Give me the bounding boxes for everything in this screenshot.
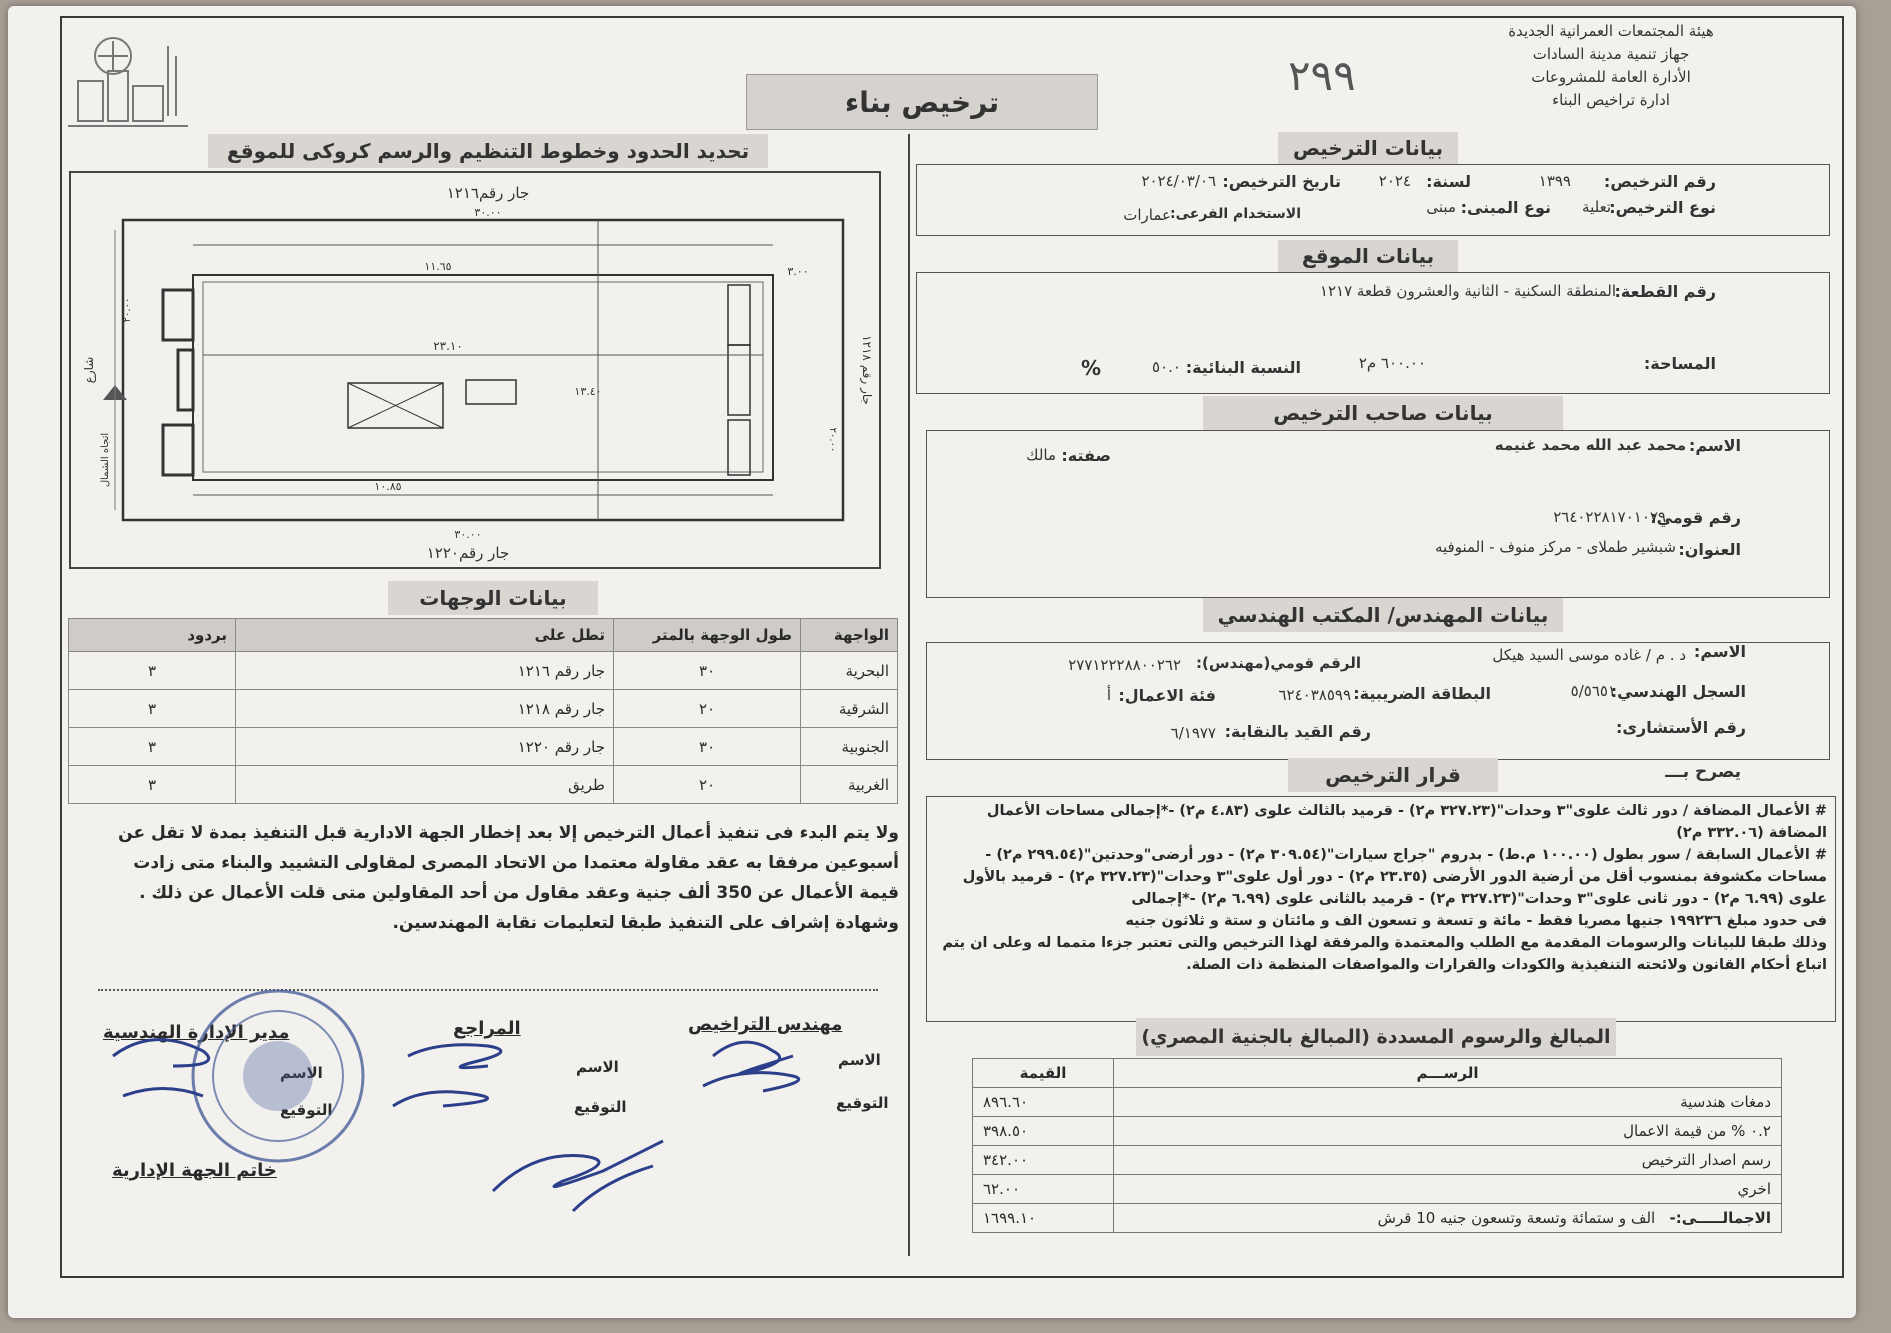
value-header: القيمة: [973, 1059, 1114, 1088]
side-width-right-text: ٢٠.٠٠: [827, 427, 838, 453]
sub-use-label: الاستخدام الفرعى:: [1170, 206, 1301, 222]
license-section-title: بيانات الترخيص: [1278, 132, 1458, 164]
facade-length: ٢٠: [614, 766, 801, 804]
fee-value: ٣٤٢.٠٠: [973, 1146, 1114, 1175]
stair-left: [178, 350, 193, 410]
director-signature-field-label: التوقيع: [280, 1101, 333, 1119]
owner-address-value: شبشير طملاى - مركز منوف - المنوفيه: [1434, 538, 1676, 556]
area-label: المساحة:: [1643, 354, 1716, 373]
owner-national-id-value: ٢٦٤٠٢٢٨١٧٠١٠٧٩: [1553, 508, 1666, 526]
facade-row: [69, 766, 898, 804]
building-outline: [193, 275, 773, 480]
reviewer-name-field-label: الاسم: [576, 1058, 619, 1076]
fee-value: ٣٩٨.٥٠: [973, 1117, 1114, 1146]
org-line-3: الأدارة العامة للمشروعات: [1531, 68, 1691, 86]
engineer-reg-value: ٥/٥٦٥١: [1570, 682, 1616, 700]
site-sketch: [68, 170, 888, 570]
building-ratio-label: النسبة البنائية:: [1185, 358, 1301, 377]
fee-name: دمغات هندسية: [1114, 1088, 1782, 1117]
org-line-1: هيئة المجتمعات العمرانية الجديدة: [1508, 22, 1714, 40]
stair-box: [466, 380, 516, 404]
fee-row: [973, 1175, 1782, 1204]
facade-name: الشرقية: [801, 690, 898, 728]
license-year-label: لسنة:: [1426, 172, 1471, 191]
engineer-name-value: د . م / غاده موسى السيد هيكل: [1492, 646, 1686, 664]
org-line-4: ادارة تراخيص البناء: [1552, 91, 1670, 109]
facade-length: ٣٠: [614, 728, 801, 766]
facades-table: [68, 618, 898, 804]
license-type-value: تعلية: [1582, 198, 1611, 216]
document-title: ترخيص بناء: [746, 74, 1098, 130]
facades-section-title: بيانات الوجهات: [388, 581, 598, 615]
fee-total-row: [973, 1204, 1782, 1233]
facade-row: [69, 652, 898, 690]
north-label-text: اتجاه الشمال: [100, 432, 111, 488]
facade-name: الجنوبية: [801, 728, 898, 766]
engineer-name-label: الاسم:: [1693, 642, 1746, 661]
drawing-section-title: تحديد الحدود وخطوط التنظيم والرسم كروكى للموقع: [208, 134, 768, 168]
facade-setback: ٣: [69, 652, 236, 690]
license-date-label: تاريخ الترخيص:: [1222, 172, 1341, 191]
site-section-title: بيانات الموقع: [1278, 240, 1458, 272]
facade-length: ٢٠: [614, 690, 801, 728]
room-bottom-left: [163, 425, 193, 475]
org-line-2: جهاز تنمية مدينة السادات: [1532, 45, 1690, 63]
owner-capacity-value: مالك: [1026, 446, 1056, 464]
license-no-value: ١٣٩٩: [1538, 172, 1571, 190]
room-right-1: [728, 285, 750, 345]
setback-header: بردود: [69, 619, 236, 652]
engineer-class-value: أ: [1106, 686, 1111, 704]
dim-side-text: ١٣.٤٠: [574, 385, 602, 398]
facade-row: [69, 728, 898, 766]
facade-overlooks: جار رقم ١٢٢٠: [236, 728, 614, 766]
reviewer-title: المراجع: [453, 1018, 521, 1039]
fee-name: اخري: [1114, 1175, 1782, 1204]
dim-top-text: ٣٠.٠٠: [474, 206, 502, 219]
decision-text: # الأعمال المضافة / دور ثالث علوى"٣ وحدات"(٣٢٧.٢٣ م٢) - قرميد بالثالث علوى (٤.٨٣ م٢) -*إجمالى مساحات الأعمال المضافة (٣٣٢.٠٦ م٢) # الأعمال السابقة / سور بطول (١٠٠.٠٠ م.ط) - بدروم "جراج سيارات"(٣٠٩.٥٤ م٢) - دور أرضى"وحدتين"(٢٩٩.٥٤ م٢) - مساحات مكشوفة بمنسوب أقل من أرضية الدور الأرضى (٢٣.٣٥ م٢) - دور أول علوى"٣ وحدات"(٣٢٧.٢٣ م٢) - قرميد بالأول علوى (٦.٩٩ م٢) - دور ثانى علوى"٣ وحدات"(٣٢٧.٢٣ م٢) - قرميد بالثانى علوى (٦.٩٩ م٢) -*إجمالى فى حدود مبلغ ١٩٩٢٣٦ جنيها مصريا فقط - مائة و تسعة و تسعون الف و مائتان و ستة و ثلاثون جنيه وذلك طبقا للبيانات والرسومات المقدمة مع الطلب والمعتمدة والمرفقة لهذا الترخيص والتى تعتبر جزءا متمما له وعلى ان يتم اتباع أحكام القانون ولائحته التنفيذية والكودات والقرارات والمواصفات المنظمة ذات الصلة.: [926, 796, 1836, 1022]
sadat-city-logo: [58, 26, 203, 146]
total-words: الف و ستمائة وتسعة وتسعون جنيه 10 قرش: [1377, 1209, 1656, 1227]
license-type-label: نوع الترخيص:: [1609, 198, 1716, 217]
facade-overlooks: جار رقم ١٢١٦: [236, 652, 614, 690]
fee-name: ٠.٢ % من قيمة الاعمال: [1114, 1117, 1782, 1146]
facade-setback: ٣: [69, 766, 236, 804]
fee-row: [973, 1088, 1782, 1117]
owner-section-title: بيانات صاحب الترخيص: [1203, 396, 1563, 430]
engineer-signature-icon: [703, 1042, 799, 1091]
director-name-field-label: الاسم: [280, 1064, 323, 1082]
dim-building-text: ٢٣.١٠: [433, 339, 463, 353]
dim-side-right-text: ٣.٠٠: [787, 265, 809, 278]
center-divider: [908, 134, 910, 1256]
owner-name-label: الاسم:: [1688, 436, 1741, 455]
owner-name-value: محمد عبد الله محمد غنيمه: [1494, 436, 1686, 454]
facade-overlooks: جار رقم ١٢١٨: [236, 690, 614, 728]
consultant-no-label: رقم الأستشارى:: [1615, 718, 1746, 737]
engineer-signature-field-label: التوقيع: [836, 1094, 889, 1112]
license-year-value: ٢٠٢٤: [1378, 172, 1411, 190]
sub-use-value: عمارات: [1123, 206, 1171, 224]
total-value: ١٦٩٩.١٠: [973, 1204, 1114, 1233]
room-right-3: [728, 420, 750, 475]
engineer-name-field-label: الاسم: [838, 1051, 881, 1069]
building-type-label: نوع المبنى:: [1460, 198, 1551, 217]
facade-overlooks: طريق: [236, 766, 614, 804]
authority-seal-title: خاتم الجهة الإدارية: [112, 1160, 277, 1181]
neighbor-top-text: جار رقم١٢١٦: [446, 184, 530, 202]
license-no-label: رقم الترخيص:: [1603, 172, 1716, 191]
permitted-label: يصرح بـــ: [1665, 762, 1741, 782]
reviewer-signature-field-label: التوقيع: [574, 1098, 627, 1116]
final-signature-icon: [493, 1141, 663, 1211]
dim-top-inner-text: ١١.٦٥: [424, 260, 452, 273]
engineer-tax-label: البطاقة الضريبية:: [1353, 684, 1491, 703]
facade-header: الواجهة: [801, 619, 898, 652]
reviewer-signature-icon: [393, 1045, 501, 1106]
overlooks-header: تطل على: [236, 619, 614, 652]
director-title: مدير الإدارة الهندسية: [103, 1022, 290, 1043]
building-inner-line: [203, 282, 763, 472]
area-value: ٦٠٠.٠٠ م٢: [1358, 354, 1426, 372]
handwritten-number: ٢٩٩: [1288, 51, 1356, 100]
union-reg-value: ٦/١٩٧٧: [1170, 724, 1216, 742]
dim-bottom-text: ٣٠.٠٠: [454, 528, 482, 541]
decision-section-title: قرار الترخيص: [1288, 758, 1498, 792]
building-ratio-value: ٥٠.٠: [1152, 358, 1181, 376]
facade-length: ٣٠: [614, 652, 801, 690]
side-width-left-text: ٢٠.٠٠: [122, 297, 133, 323]
facade-setback: ٣: [69, 690, 236, 728]
facade-name: الغربية: [801, 766, 898, 804]
dim-bottom-inner-text: ١٠.٨٥: [374, 480, 402, 493]
neighbor-bottom-text: جار رقم١٢٢٠: [426, 544, 510, 562]
facade-row: [69, 690, 898, 728]
engineer-class-label: فئة الاعمال:: [1118, 686, 1216, 705]
length-header: طول الوجهة بالمتر: [614, 619, 801, 652]
building-type-value: مبنى: [1426, 198, 1456, 216]
neighbor-right-text: جار رقم ١٢١٨: [860, 335, 874, 405]
plot-label: رقم القطعة:: [1614, 282, 1716, 301]
engineer-tax-value: ٦٢٤٠٣٨٥٩٩: [1278, 686, 1351, 704]
license-date-value: ٢٠٢٤/٠٣/٠٦: [1141, 172, 1216, 190]
owner-capacity-label: صفته:: [1061, 446, 1111, 465]
union-reg-label: رقم القيد بالنقابة:: [1224, 722, 1371, 741]
owner-national-id-label: رقم قومي:: [1650, 508, 1741, 527]
facade-setback: ٣: [69, 728, 236, 766]
engineer-section-title: بيانات المهندس/ المكتب الهندسي: [1203, 598, 1563, 632]
fee-value: ٦٢.٠٠: [973, 1175, 1114, 1204]
building-ratio-unit: %: [1080, 356, 1101, 380]
total-label: الاجمالـــــى:-: [1669, 1209, 1771, 1227]
road-left-text: شارع: [82, 356, 96, 384]
fee-name: رسم اصدار الترخيص: [1114, 1146, 1782, 1175]
license-sheet: [8, 6, 1856, 1318]
fees-table: [972, 1058, 1782, 1233]
facade-name: البحرية: [801, 652, 898, 690]
signatures-graphic: [103, 966, 893, 1256]
licensing-engineer-title: مهندس التراخيص: [688, 1014, 843, 1035]
fee-row: [973, 1146, 1782, 1175]
plot-value: المنطقة السكنية - الثانية والعشرون قطعة ١٢١٧: [1319, 282, 1616, 300]
fee-row: [973, 1117, 1782, 1146]
engineer-reg-label: السجل الهندسي:: [1610, 682, 1746, 701]
fees-section-title: المبالغ والرسوم المسددة (المبالغ بالجنية المصري): [1136, 1018, 1616, 1056]
fee-value: ٨٩٦.٦٠: [973, 1088, 1114, 1117]
organization-header: [1481, 20, 1741, 112]
engineer-nid-value: ٢٧٧١٢٢٢٨٨٠٠٢٦٢: [1068, 656, 1181, 674]
fee-header: الرســـم: [1114, 1059, 1782, 1088]
implementation-notes: ولا يتم البدء فى تنفيذ أعمال الترخيص إلا بعد إخطار الجهة الادارية قبل التنفيذ بمدة لا تقل عن أسبوعين مرفقا به عقد مقاولة معتمدا من الاتحاد المصرى لمقاولى التشييد والبناء متى زادت قيمة الأعمال عن 350 ألف جنية وعقد مقاول من أحد المقاولين متى قلت الأعمال عن ذلك . وشهادة إشراف على التنفيذ طبقا لتعليمات نقابة المهندسين.: [118, 823, 899, 933]
room-top-left: [163, 290, 193, 340]
engineer-nid-label: الرقم قومي(مهندس):: [1196, 654, 1361, 672]
owner-address-label: العنوان:: [1678, 540, 1741, 559]
official-stamp-icon: [193, 991, 363, 1161]
